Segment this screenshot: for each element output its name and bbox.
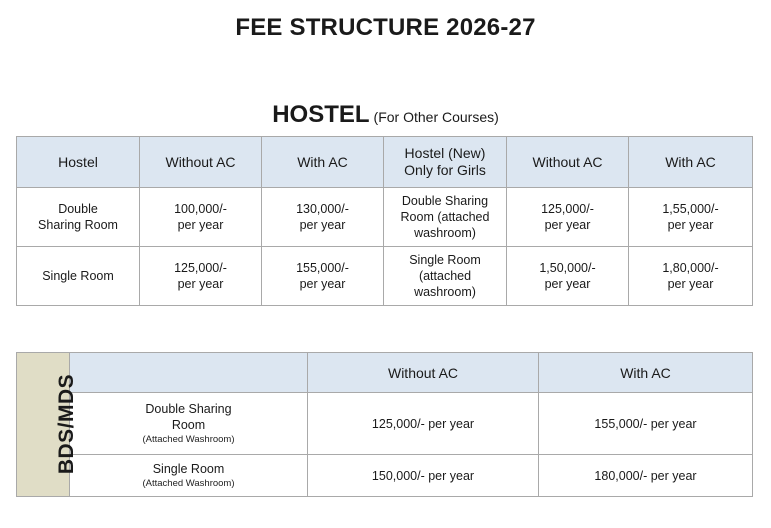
header-without-ac: Without AC — [140, 137, 262, 188]
room-type-cell — [17, 188, 140, 247]
bds-mds-fee-table — [16, 352, 753, 497]
fee-period: per year — [544, 277, 591, 291]
girls-room-type-cell — [384, 188, 507, 247]
header-only-for-girls: Only for Girls — [404, 162, 486, 178]
fee-amount: 1,55,000/- — [662, 202, 719, 216]
fee-cell — [262, 188, 384, 247]
room-type-line: Room (attached — [400, 210, 490, 224]
hostel-fee-table — [16, 136, 753, 306]
header-with-ac: With AC — [262, 137, 384, 188]
room-type-line: (attached — [418, 269, 472, 283]
fee-cell — [140, 247, 262, 306]
hostel-table-header-row — [17, 137, 753, 188]
header-hostel-new-girls — [384, 137, 507, 188]
room-type-cell — [70, 455, 308, 497]
room-note: (Attached Washroom) — [142, 434, 235, 445]
header-without-ac: Without AC — [308, 353, 539, 393]
room-type-line: Double Sharing — [145, 402, 232, 416]
header-room-type — [70, 353, 308, 393]
fee-cell — [140, 188, 262, 247]
hostel-heading-text: HOSTEL — [272, 101, 370, 128]
header-with-ac: With AC — [539, 353, 753, 393]
bds-table-header-row — [17, 353, 753, 393]
fee-amount: 125,000/- — [174, 261, 227, 275]
fee-amount: 155,000/- — [296, 261, 349, 275]
fee-period: per year — [177, 277, 224, 291]
fee-cell — [507, 247, 629, 306]
hostel-subheading-text: (For Other Courses) — [373, 109, 499, 125]
fee-amount: 130,000/- — [296, 202, 349, 216]
page-title: FEE STRUCTURE 2026-27 — [235, 14, 536, 41]
room-type-line: Sharing Room — [38, 218, 118, 232]
fee-amount: 1,50,000/- — [539, 261, 596, 275]
header-girls-with-ac: With AC — [629, 137, 753, 188]
fee-cell: 125,000/- per year — [308, 393, 539, 455]
table-row — [17, 247, 753, 306]
fee-cell — [629, 247, 753, 306]
fee-period: per year — [299, 277, 346, 291]
fee-period: per year — [299, 218, 346, 232]
fee-cell: 150,000/- per year — [308, 455, 539, 497]
girls-room-type-cell — [384, 247, 507, 306]
room-note: (Attached Washroom) — [142, 478, 235, 489]
table-row — [17, 455, 753, 497]
fee-cell: 155,000/- per year — [539, 393, 753, 455]
room-type-line: Single Room — [42, 269, 114, 283]
fee-amount: 125,000/- — [541, 202, 594, 216]
room-type-line: Room — [171, 418, 206, 432]
fee-cell: 180,000/- per year — [539, 455, 753, 497]
header-hostel: Hostel — [17, 137, 140, 188]
fee-cell — [507, 188, 629, 247]
table-row — [17, 393, 753, 455]
bds-mds-label-text: BDS/MDS — [55, 373, 79, 474]
fee-cell — [629, 188, 753, 247]
room-type-line: washroom) — [414, 226, 476, 240]
header-girls-without-ac: Without AC — [507, 137, 629, 188]
room-type-cell — [70, 393, 308, 455]
hostel-section-heading — [0, 101, 771, 129]
fee-amount: 100,000/- — [174, 202, 227, 216]
table-row — [17, 188, 753, 247]
fee-cell — [262, 247, 384, 306]
fee-period: per year — [667, 218, 714, 232]
fee-amount: 1,80,000/- — [662, 261, 719, 275]
room-type-cell — [17, 247, 140, 306]
room-type-line: Double — [58, 202, 98, 216]
room-type-line: Single Room — [152, 462, 225, 476]
room-type-line: Single Room — [409, 253, 481, 267]
fee-period: per year — [177, 218, 224, 232]
room-type-line: Double Sharing — [401, 194, 489, 208]
fee-period: per year — [667, 277, 714, 291]
fee-period: per year — [544, 218, 591, 232]
room-type-line: washroom) — [414, 285, 476, 299]
header-hostel-new: Hostel (New) — [404, 145, 486, 161]
bds-mds-side-label — [17, 353, 79, 497]
